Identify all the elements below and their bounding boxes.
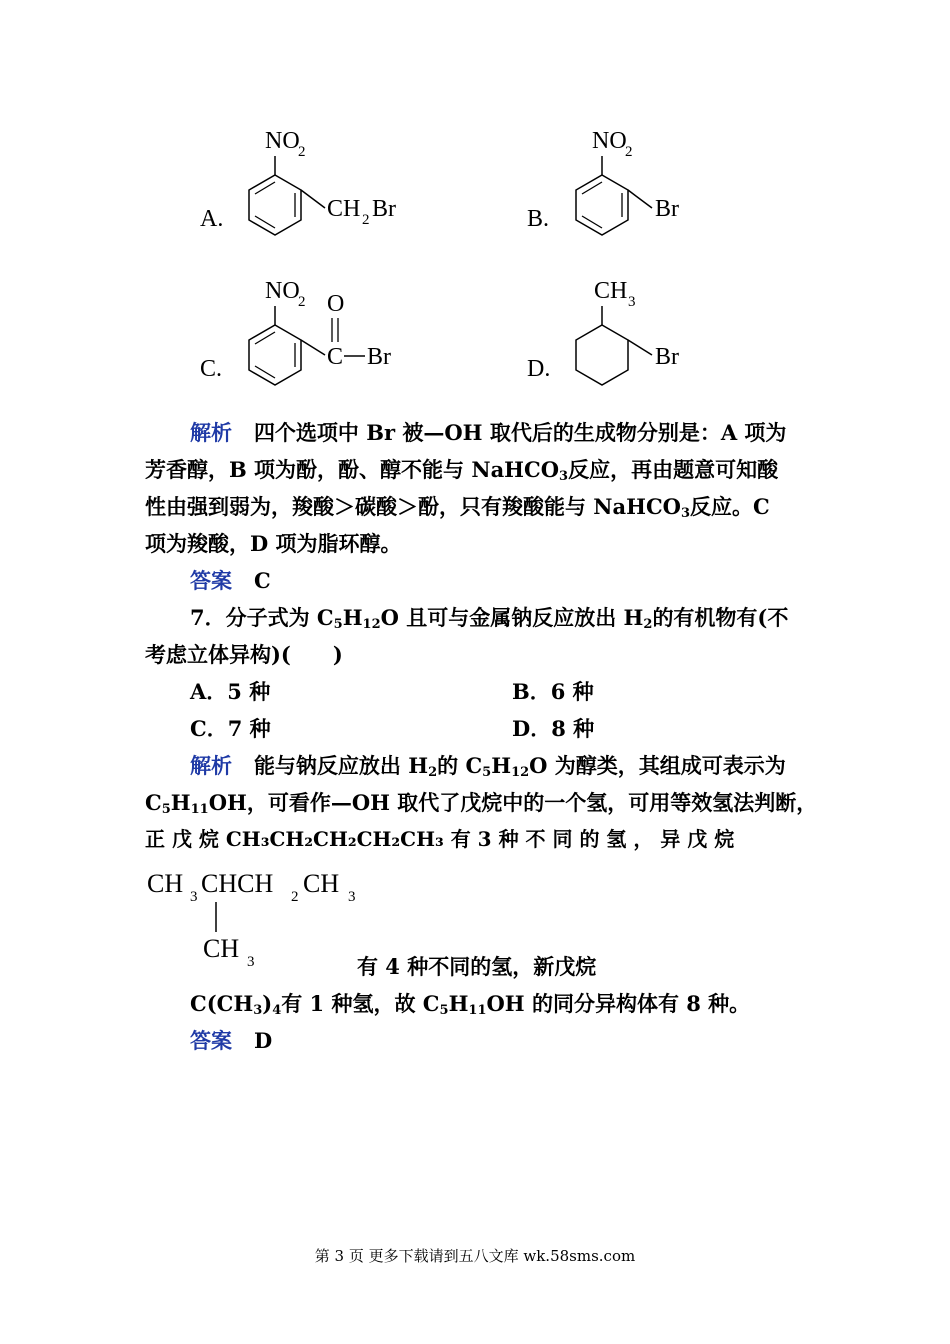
isopentane-structure bbox=[145, 862, 385, 972]
svg-text:3: 3 bbox=[247, 954, 255, 970]
carbonyl-oxygen-c: O bbox=[327, 291, 345, 317]
q7-analysis-line-3: 正 戊 烷 CH₃CH₂CH₂CH₂CH₃ 有 3 种 不 同 的 氢 ， 异 戊 烷 bbox=[145, 827, 735, 851]
q6-analysis-line-2: 芳香醇，B 项为酚，酚、醇不能与 NaHCO$_3$反应，再由题意可知酸 bbox=[145, 457, 779, 484]
svg-text:3: 3 bbox=[348, 889, 356, 905]
q7-option-c: C．7 种 bbox=[190, 716, 271, 741]
benzene-ring-a bbox=[195, 120, 425, 270]
svg-text:CH: CH bbox=[147, 869, 184, 898]
analysis-tag: 解析 bbox=[190, 420, 232, 445]
svg-text:2: 2 bbox=[298, 144, 306, 160]
q7-question-line-2: 考虑立体异构)( ) bbox=[145, 642, 343, 667]
q7-analysis-line-5: $C(CH_3)_4$有 1 种氢，故 $C_5H_{11}OH$ 的同分异构体有 8 种。 bbox=[190, 991, 751, 1018]
option-a-label: A. bbox=[200, 206, 224, 232]
nitro-group-b: NO bbox=[592, 128, 627, 154]
svg-text:2: 2 bbox=[298, 294, 306, 310]
answer-tag: 答案 bbox=[190, 1028, 232, 1053]
answer-value: D bbox=[253, 1028, 273, 1053]
q7-analysis-line-2: $C_5H_{11}OH$，可看作—OH 取代了戊烷中的一个氢，可用等效氢法判断， bbox=[145, 790, 818, 817]
carbonyl-carbon-c: C bbox=[327, 344, 344, 370]
answer-value: C bbox=[253, 568, 271, 593]
svg-text:3: 3 bbox=[628, 294, 636, 310]
bromo-c: Br bbox=[367, 344, 391, 370]
svg-text:2: 2 bbox=[291, 889, 299, 905]
q6-analysis-line-4: 项为羧酸，D 项为脂环醇。 bbox=[145, 531, 402, 556]
cyclohexane-ring-d bbox=[522, 270, 722, 420]
q7-analysis-line-1: 解析 能与钠反应放出 $H_2$的 $C_5H_{12}O$ 为醇类，其组成可表示为 bbox=[190, 753, 786, 780]
answer-tag: 答案 bbox=[190, 568, 232, 593]
option-d-label: D. bbox=[527, 356, 551, 382]
analysis-tag: 解析 bbox=[190, 753, 232, 778]
q7-answer bbox=[190, 1022, 860, 1059]
q7-option-a: A．5 种 bbox=[190, 679, 271, 704]
bromo-d: Br bbox=[655, 344, 679, 370]
structure-option-a bbox=[195, 120, 425, 270]
structure-option-b bbox=[522, 120, 722, 270]
q7-question-line-1: 7．分子式为 $C_5H_{12}O$ 且可与金属钠反应放出 $H_2$的有机物有(不 bbox=[190, 605, 789, 632]
q6-answer bbox=[190, 562, 860, 599]
svg-text:2: 2 bbox=[362, 212, 370, 228]
bromo-a: Br bbox=[372, 196, 396, 222]
page-footer: 第 3 页 更多下载请到五八文库 wk.58sms.com bbox=[314, 1247, 636, 1265]
svg-text:CHCH: CHCH bbox=[201, 869, 274, 898]
q7-analysis-line-4: 有 4 种不同的氢，新戊烷 bbox=[357, 954, 597, 979]
q6-analysis-line-3: 性由强到弱为，羧酸＞碳酸＞酚，只有羧酸能与 NaHCO$_3$反应。C bbox=[145, 494, 770, 521]
q7-option-d: D．8 种 bbox=[512, 716, 595, 741]
q7-option-b: B．6 种 bbox=[512, 679, 594, 704]
benzene-ring-b bbox=[522, 120, 722, 270]
svg-text:CH: CH bbox=[303, 869, 340, 898]
benzene-ring-c bbox=[195, 270, 425, 420]
bromo-b: Br bbox=[655, 196, 679, 222]
svg-text:2: 2 bbox=[625, 144, 633, 160]
ch2-group-a: CH bbox=[327, 196, 361, 222]
structure-option-d bbox=[522, 270, 722, 420]
methyl-group-d: CH bbox=[594, 278, 628, 304]
q6-analysis-line-1: 解析 四个选项中 Br 被—OH 取代后的生成物分别是：A 项为 bbox=[190, 420, 787, 445]
nitro-group-c: NO bbox=[265, 278, 300, 304]
option-b-label: B. bbox=[527, 206, 550, 232]
svg-text:3: 3 bbox=[190, 889, 198, 905]
nitro-group-a: NO bbox=[265, 128, 300, 154]
option-c-label: C. bbox=[200, 356, 223, 382]
svg-text:CH: CH bbox=[203, 934, 240, 963]
structure-option-c bbox=[195, 270, 425, 420]
